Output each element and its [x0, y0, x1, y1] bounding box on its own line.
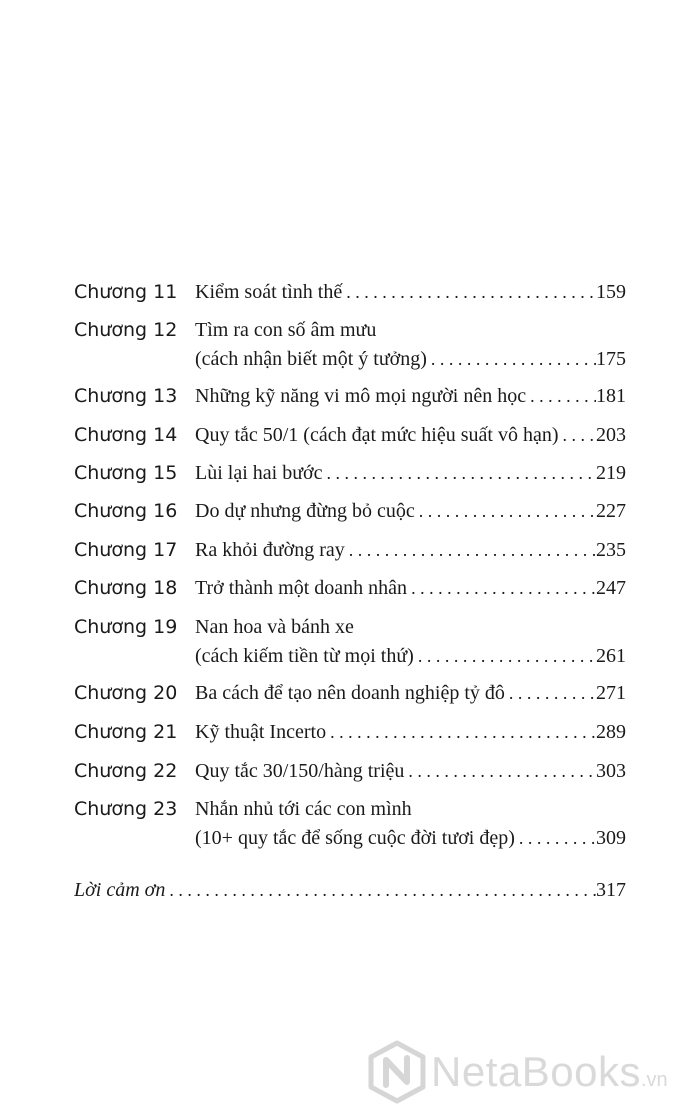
dot-leader	[404, 756, 596, 786]
chapter-label: Chương 18	[74, 577, 178, 599]
page-number: 317	[596, 879, 626, 901]
dot-leader	[345, 535, 596, 565]
chapter-title: Kỹ thuật Incerto	[195, 721, 327, 743]
dot-leader	[165, 875, 596, 905]
entry-line	[74, 875, 626, 905]
toc-entry-12-cont[interactable]	[0, 344, 700, 374]
toc-entry-15[interactable]	[0, 458, 700, 488]
entry-line	[195, 573, 626, 603]
chapter-title: Kiểm soát tình thế	[195, 281, 343, 303]
watermark-suffix: .vn	[640, 1069, 668, 1091]
chapter-title-line1: Nan hoa và bánh xe	[195, 616, 354, 638]
toc-entry-14[interactable]	[0, 420, 700, 450]
page-number: 261	[596, 645, 626, 667]
chapter-title: Quy tắc 50/1 (cách đạt mức hiệu suất vô hạn)	[195, 424, 559, 446]
chapter-title-line2: (cách nhận biết một ý tưởng)	[195, 348, 427, 370]
entry-line	[195, 381, 626, 411]
toc-entry-19[interactable]	[0, 612, 700, 642]
chapter-title-line2: (cách kiếm tiền từ mọi thứ)	[195, 645, 414, 667]
watermark-brand: NetaBooks	[431, 1048, 641, 1095]
chapter-title-line2: (10+ quy tắc để sống cuộc đời tươi đẹp)	[195, 827, 515, 849]
chapter-label: Chương 16	[74, 500, 178, 522]
chapter-label: Chương 19	[74, 616, 178, 638]
page-number: 203	[596, 424, 626, 446]
page-number: 309	[596, 827, 626, 849]
chapter-label: Chương 13	[74, 385, 178, 407]
entry-line	[195, 756, 626, 786]
chapter-title: Trở thành một doanh nhân	[195, 577, 408, 599]
dot-leader	[326, 717, 596, 747]
chapter-title-line1: Nhắn nhủ tới các con mình	[195, 798, 412, 820]
dot-leader	[407, 573, 596, 603]
dot-leader	[323, 458, 597, 488]
chapter-label: Chương 17	[74, 539, 178, 561]
page-number: 235	[596, 539, 626, 561]
toc-entry-18[interactable]	[0, 573, 700, 603]
chapter-label: Chương 21	[74, 721, 178, 743]
toc-entry-13[interactable]	[0, 381, 700, 411]
entry-line	[195, 496, 626, 526]
toc-entry-23-cont[interactable]	[0, 823, 700, 853]
toc-entry-19-cont[interactable]	[0, 641, 700, 671]
toc-entry-17[interactable]	[0, 535, 700, 565]
chapter-title: Lùi lại hai bước	[195, 462, 323, 484]
toc-entry-12[interactable]	[0, 315, 700, 345]
toc-entry-11[interactable]	[0, 277, 700, 307]
chapter-label: Chương 15	[74, 462, 178, 484]
chapter-label: Chương 11	[74, 281, 178, 303]
toc-entry-acknowledgements[interactable]	[0, 875, 700, 905]
toc-entry-22[interactable]	[0, 756, 700, 786]
chapter-label: Chương 23	[74, 798, 178, 820]
entry-line	[195, 277, 626, 307]
dot-leader	[515, 823, 596, 853]
page-number: 227	[596, 500, 626, 522]
toc-entry-16[interactable]	[0, 496, 700, 526]
toc-entry-23[interactable]	[0, 794, 700, 824]
entry-line	[195, 420, 626, 450]
acknowledgements-title: Lời cảm ơn	[74, 879, 166, 901]
dot-leader	[342, 277, 596, 307]
entry-line	[195, 717, 626, 747]
dot-leader	[415, 496, 596, 526]
chapter-label: Chương 12	[74, 319, 178, 341]
entry-line	[195, 678, 626, 708]
toc-entry-21[interactable]	[0, 717, 700, 747]
chapter-title: Do dự nhưng đừng bỏ cuộc	[195, 500, 415, 522]
dot-leader	[526, 381, 596, 411]
chapter-title: Quy tắc 30/150/hàng triệu	[195, 760, 405, 782]
entry-line	[195, 458, 626, 488]
page-number: 247	[596, 577, 626, 599]
chapter-label: Chương 14	[74, 424, 178, 446]
entry-line	[195, 344, 626, 374]
page-number: 303	[596, 760, 626, 782]
netabooks-watermark	[367, 1040, 687, 1106]
entry-line	[195, 535, 626, 565]
dot-leader	[427, 344, 596, 374]
chapter-title: Ba cách để tạo nên doanh nghiệp tỷ đô	[195, 682, 505, 704]
dot-leader	[559, 420, 597, 450]
page-number: 289	[596, 721, 626, 743]
toc-entry-20[interactable]	[0, 678, 700, 708]
chapter-title: Những kỹ năng vi mô mọi người nên học	[195, 385, 527, 407]
entry-line	[195, 823, 626, 853]
page-number: 159	[596, 281, 626, 303]
chapter-label: Chương 22	[74, 760, 178, 782]
chapter-label: Chương 20	[74, 682, 178, 704]
page-number: 219	[596, 462, 626, 484]
entry-line	[195, 641, 626, 671]
chapter-title-line1: Tìm ra con số âm mưu	[195, 319, 377, 341]
page-number: 271	[596, 682, 626, 704]
netabooks-logo-icon	[367, 1040, 427, 1104]
dot-leader	[414, 641, 596, 671]
chapter-title: Ra khỏi đường ray	[195, 539, 345, 561]
page-number: 175	[596, 348, 626, 370]
page-number: 181	[596, 385, 626, 407]
dot-leader	[505, 678, 596, 708]
watermark-text	[431, 1048, 668, 1104]
